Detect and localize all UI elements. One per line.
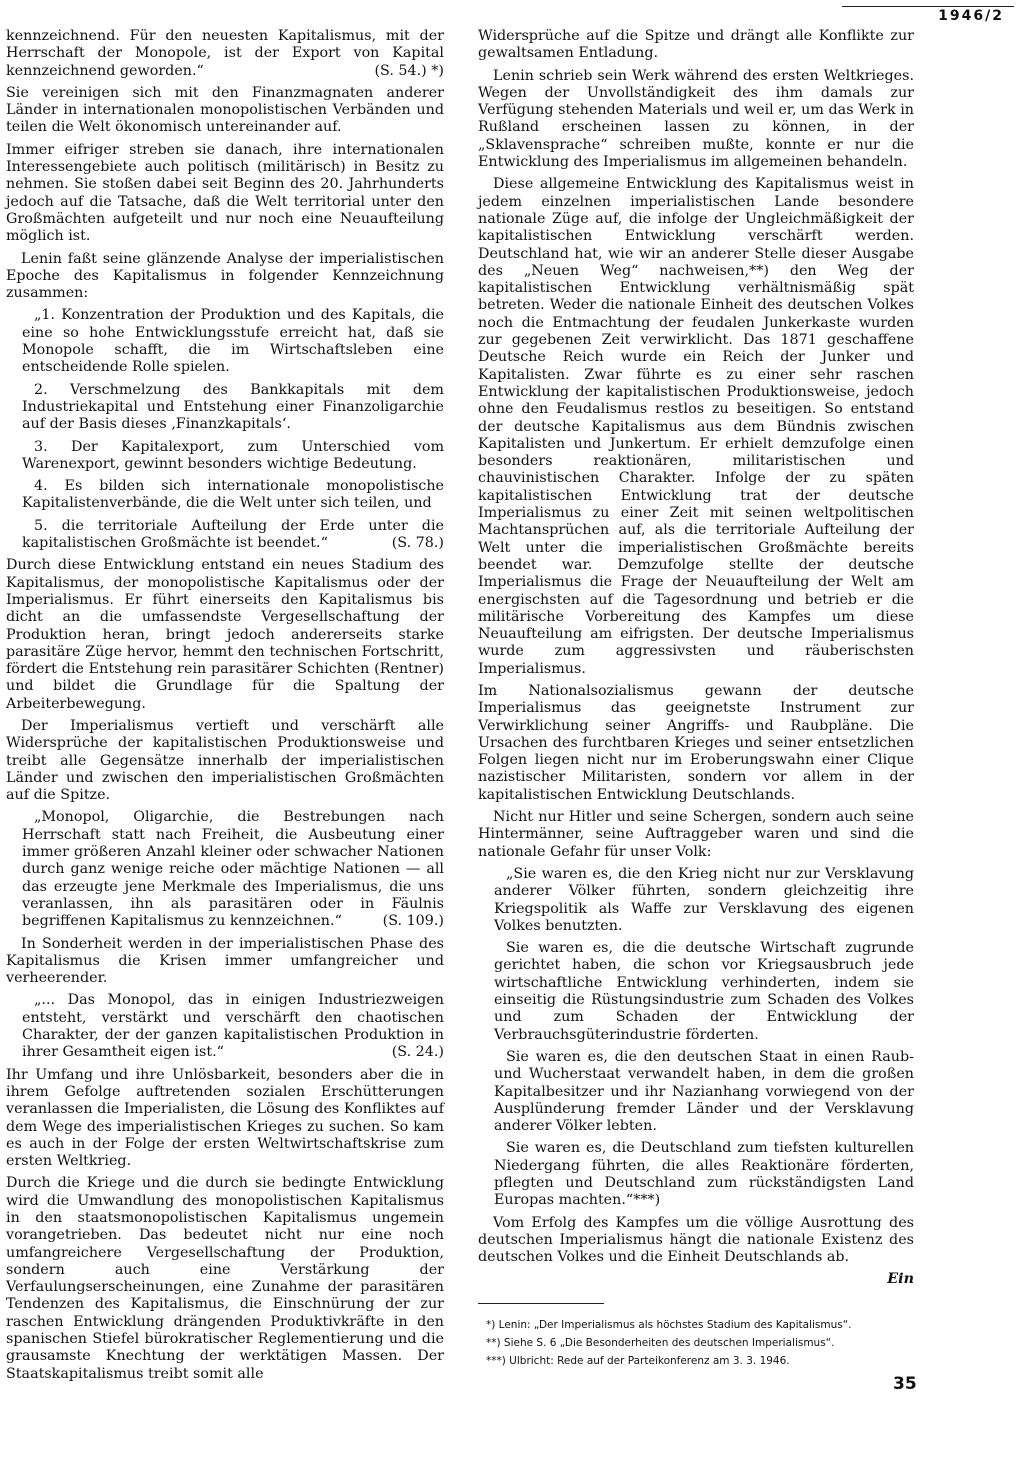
paragraph-text: Diese allgemeine Entwicklung des Kapitalismus weist in jedem einzelnen imperialistischen Lande besondere nationale Züge auf, die infolge der Ungleichmäßigkeit der kapitalistischen Entwicklung verschärft werden. Deutschland hat, wie wir an anderer Stelle dieser Ausgabe des „Neuen Weg“ nachweisen,**) den Weg der kapitalistischen Entwicklung verhältnismäßig spät betreten. Weder die nationale Einheit des deutschen Volkes noch die Entmachtung der feudalen Junkerkaste wurden zur gegebenen Zeit verwirklicht. Das 1871 geschaffene Deutsche Reich wurde ein Reich der Junker und Kapitalisten. Zwar führte es zu einer sehr raschen Entwicklung der kapitalistischen Produktionsweise, jedoch ohne den Feudalismus restlos zu beseitigen. So entstand der deutsche Kapitalismus aus dem Bündnis zwischen Kapitalisten und Junkertum. Er erhielt demzufolge einen besonders reaktionären, militaristischen und chauvinistischen Charakter. Infolge der zu späten kapitalistischen Entwicklung trat der deutsche Imperialismus zu einer Zeit mit seinen weltpolitischen Machtansprüchen auf, als die territoriale Aufteilung der Welt unter die imperialistischen Großmächte bereits beendet war. Demzufolge stellte der deutsche Imperialismus die Frage der Neuaufteilung der Welt am energischsten auf die Tagesordnung und betrieb er die militärische Vorbereitung des Kampfes um diese Neuaufteilung am eifrigsten. Der deutsche Imperialismus wurde zum aggressivsten und räuberischsten Imperialismus. bbox=[478, 176, 914, 677]
paragraph-text: Der Imperialismus vertieft und verschärft alle Widersprüche der kapitalistischen Produktionsweise und treibt alle Gegensätze innerhalb der imperialistischen Länder und zwischen den imperialistischen Großmächten auf die Spitze. bbox=[6, 717, 444, 804]
issue-number: 1946/2 bbox=[938, 8, 1004, 24]
paragraph-text: Sie vereinigen sich mit den Finanzmagnaten anderer Länder in internationalen monopolistischen Verbänden und teilen die Welt ökonomisch untereinander auf. bbox=[6, 84, 444, 136]
paragraph-text: Sie waren es, die die deutsche Wirtschaft zugrunde gerichtet haben, die schon vor Kriegsausbruch jede wirtschaftliche Entwicklung verhinderten, indem sie einseitig die Rüstungsindustrie zum Schaden des Volkes und zum Schaden der Entwicklung der Verbrauchsgüterindustrie förderten. bbox=[494, 940, 914, 1043]
paragraph bbox=[494, 940, 914, 1044]
paragraph-text: 4. Es bilden sich internationale monopolistische Kapitalistenverbände, die die Welt unter sich teilen, und bbox=[22, 478, 444, 512]
paragraph-text: „Monopol, Oligarchie, die Bestrebungen nach Herrschaft statt nach Freiheit, die Ausbeutung einer immer größeren Anzahl kleiner oder schwacher Nationen durch ganz wenige reiche oder mächtige Nationen — all das erzeugte jene Merkmale des Imperialismus, die uns veranlassen, ihn als parasitären oder in Fäulnis begriffenen Kapitalismus zu kennzeichnen.“ bbox=[22, 809, 444, 930]
paragraph-text: Ihr Umfang und ihre Unlösbarkeit, besonders aber die in ihrem Gefolge auftretenden sozialen Erschütterungen veranlassen die Imperialisten, die Lösung des Konfliktes auf dem Wege des imperialistischen Krieges zu suchen. So kam es auch in der Folge der ersten Weltwirtschaftskrise zum ersten Weltkrieg. bbox=[6, 1066, 444, 1170]
paragraph-text: In Sonderheit werden in der imperialistischen Phase des Kapitalismus die Krisen immer umfangreicher und verheerender. bbox=[6, 935, 444, 987]
citation: (S. 78.) bbox=[391, 535, 444, 552]
paragraph bbox=[478, 176, 914, 678]
paragraph bbox=[494, 1140, 914, 1209]
paragraph-text: kennzeichnend. Für den neuesten Kapitalismus, mit der Herrschaft der Monopole, ist der Export von Kapital kennzeichnend geworden.“ bbox=[6, 28, 444, 79]
footnote: **) Siehe S. 6 „Die Besonderheiten des deutschen Imperialismus“. bbox=[486, 1336, 835, 1349]
paragraph-text: Vom Erfolg des Kampfes um die völlige Ausrottung des deutschen Imperialismus hängt die nationale Existenz des deutschen Volkes und die Einheit Deutschlands ab. bbox=[478, 1214, 914, 1266]
paragraph bbox=[6, 936, 444, 988]
paragraph-text: Lenin faßt seine glänzende Analyse der imperialistischen Epoche des Kapitalismus in folgender Kennzeichnung zusammen: bbox=[6, 250, 444, 302]
paragraph bbox=[6, 557, 444, 713]
footnote: ***) Ulbricht: Rede auf der Parteikonferenz am 3. 3. 1946. bbox=[486, 1354, 790, 1367]
paragraph-text: Durch diese Entwicklung entstand ein neues Stadium des Kapitalismus, der monopolistische Kapitalismus oder der Imperialismus. Er führt einerseits den Kapitalismus bis dicht an die umfassendste Vergesellschaftung der Produktion heran, bringt jedoch andererseits starke parasitäre Züge hervor, hemmt den technischen Fortschritt, fördert die Entstehung rein parasitärer Schichten (Rentner) und bildet die Grundlage für die Spaltung der Arbeiterbewegung. bbox=[6, 557, 444, 712]
paragraph-text: Lenin schrieb sein Werk während des ersten Weltkrieges. Wegen der Unvollständigkeit des ihm damals zur Verfügung stehenden Materials und weil er, um das Werk in Rußland erscheinen lassen zu können, in der „Sklavensprache“ schreiben mußte, konnte er nur die Entwicklung des Imperialismus im allgemeinen behandeln. bbox=[478, 67, 914, 171]
paragraph-text: Sie waren es, die Deutschland zum tiefsten kulturellen Niedergang führten, die alles Reaktionäre förderten, pflegten und Deutschland zum rückständigsten Land Europas machten.“***) bbox=[494, 1140, 914, 1209]
paragraph-text: Im Nationalsozialismus gewann der deutsche Imperialismus das geeignetste Instrument zur Verwirklichung seiner Angriffs- und Raubpläne. Die Ursachen des furchtbaren Krieges und seiner entsetzlichen Folgen liegen nicht nur im Eroberungswahn einer Clique nazistischer Militaristen, sondern vor allem in der kapitalistischen Entwicklung Deutschlands. bbox=[478, 682, 914, 803]
right-column-body bbox=[478, 28, 914, 1266]
paragraph bbox=[22, 478, 444, 513]
paragraph bbox=[6, 1175, 444, 1383]
paragraph bbox=[494, 866, 914, 935]
paragraph bbox=[478, 809, 914, 861]
paragraph bbox=[6, 251, 444, 303]
footnote: *) Lenin: „Der Imperialismus als höchstes Stadium des Kapitalismus“. bbox=[486, 1318, 852, 1331]
paragraph-text: „Sie waren es, die den Krieg nicht nur zur Versklavung anderer Völker führten, sondern gleichzeitig ihre Kriegspolitik als Waffe zur Versklavung des eigenen Volkes benutzten. bbox=[494, 865, 914, 934]
paragraph-text: Immer eifriger streben sie danach, ihre internationalen Interessengebiete auch politisch (militärisch) in Besitz zu nehmen. Sie stoßen dabei seit Beginn des 20. Jahrhunderts jedoch auf die Tatsache, daß die Welt territorial unter den Großmächten aufgeteilt und nur noch eine Neuaufteilung möglich ist. bbox=[6, 141, 444, 245]
paragraph-text: 3. Der Kapitalexport, zum Unterschied vom Warenexport, gewinnt besonders wichtige Bedeutung. bbox=[22, 438, 444, 472]
paragraph bbox=[22, 992, 444, 1061]
right-column bbox=[478, 28, 914, 1370]
paragraph-text: Widersprüche auf die Spitze und drängt alle Konflikte zur gewaltsamen Entladung. bbox=[478, 28, 914, 62]
footnote-rule bbox=[478, 1303, 604, 1304]
paragraph bbox=[6, 142, 444, 246]
paragraph-text: Nicht nur Hitler und seine Schergen, sondern auch seine Hintermänner, seine Auftraggeber waren und sind die nationale Gefahr für unser Volk: bbox=[478, 809, 914, 860]
paragraph-text: „... Das Monopol, das in einigen Industriezweigen entsteht, verstärkt und verschärft den chaotischen Charakter, der der ganzen kapitalistischen Produktion in ihrer Gesamtheit eigen ist.“ bbox=[22, 992, 444, 1061]
paragraph bbox=[6, 28, 444, 80]
page-number: 35 bbox=[893, 1374, 917, 1394]
paragraph-text: Sie waren es, die den deutschen Staat in einen Raub- und Wucherstaat verwandelt haben, in dem die großen Kapitalbesitzer und ihr Nazianhang vorwiegend von der Ausplünderung fremder Länder und der Versklavung anderer Völker lebten. bbox=[494, 1048, 914, 1135]
citation: (S. 24.) bbox=[391, 1044, 444, 1061]
paragraph-text: Durch die Kriege und die durch sie bedingte Entwicklung wird die Umwandlung des monopolistischen Kapitalismus in den staatsmonopolistischen Kapitalismus ungemein vorangetrieben. Das bedeutet nicht nur eine noch umfangreichere Vergesellschaftung der Produktion, sondern auch eine Verstärkung der Verfaulungserscheinungen, eine Zunahme der parasitären Tendenzen des Kapitalismus, die Einschnürung der zur raschen Entwicklung drängenden Produktivkräfte in den spanischen Stiefel bürokratischer Reglementierung und die grausamste Knechtung der werktätigen Massen. Der Staatskapitalismus treibt somit alle bbox=[6, 1175, 444, 1382]
citation: (S. 54.) *) bbox=[374, 62, 444, 79]
footnotes bbox=[478, 1316, 914, 1370]
author-signature: Ein bbox=[887, 1271, 914, 1288]
paragraph bbox=[6, 718, 444, 804]
left-column bbox=[6, 28, 444, 1388]
paragraph bbox=[478, 28, 914, 63]
paragraph bbox=[22, 809, 444, 930]
paragraph bbox=[22, 518, 444, 553]
paragraph-text: „1. Konzentration der Produktion und des Kapitals, die eine so hohe Entwicklungsstufe erreicht hat, daß sie Monopole schafft, die im Wirtschaftsleben eine entscheidende Rolle spielen. bbox=[22, 307, 444, 376]
paragraph bbox=[478, 68, 914, 172]
paragraph bbox=[22, 382, 444, 434]
paragraph-text: 5. die territoriale Aufteilung der Erde unter die kapitalistischen Großmächte ist beendet.“ bbox=[22, 517, 444, 552]
header-rule bbox=[842, 6, 1014, 7]
paragraph bbox=[6, 85, 444, 137]
paragraph bbox=[22, 439, 444, 474]
paragraph bbox=[494, 1049, 914, 1135]
paragraph-text: 2. Verschmelzung des Bankkapitals mit dem Industriekapital und Entstehung einer Finanzoligarchie auf der Basis dieses ‚Finanzkapitals‘. bbox=[22, 381, 444, 433]
citation: (S. 109.) bbox=[382, 913, 444, 930]
paragraph bbox=[22, 307, 444, 376]
paragraph bbox=[6, 1067, 444, 1171]
paragraph bbox=[478, 1215, 914, 1267]
paragraph bbox=[478, 683, 914, 804]
